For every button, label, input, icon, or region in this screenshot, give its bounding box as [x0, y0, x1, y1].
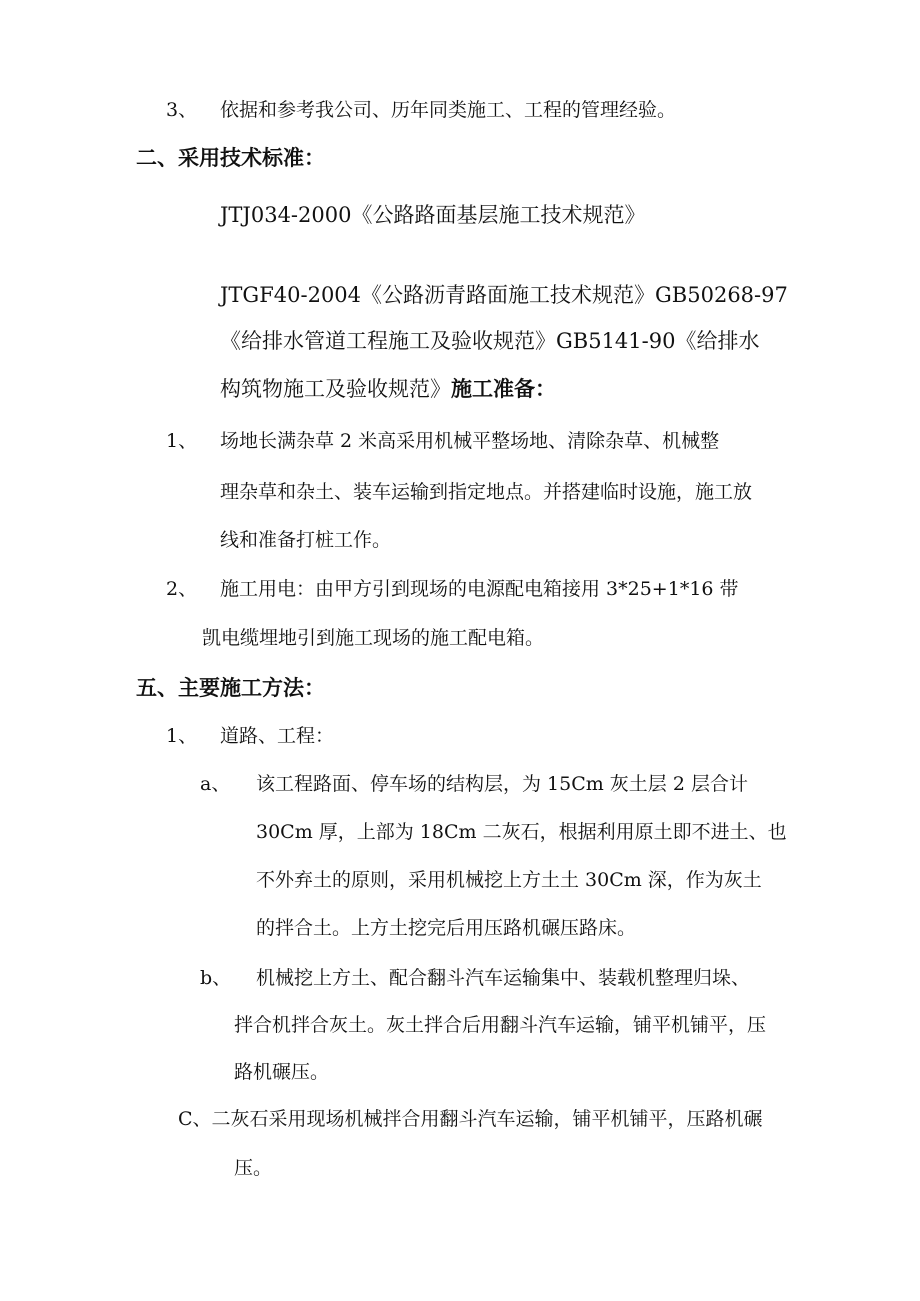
paragraph-line: 不外弃土的原则，采用机械挖上方土土 30Cm 深，作为灰土: [256, 869, 762, 891]
standard-line: JTJ034-2000《公路路面基层施工技术规范》: [220, 203, 646, 227]
item-number: 1、: [166, 430, 198, 452]
paragraph-line: 施工用电：由甲方引到现场的电源配电箱接用 3*25+1*16 带: [220, 578, 739, 600]
standard-line: [220, 379, 556, 400]
paragraph-line: 道路、工程：: [220, 725, 335, 747]
standard-text: 构筑物施工及验收规范》: [220, 377, 451, 401]
paragraph-line: C、二灰石采用现场机械拌合用翻斗汽车运输，铺平机铺平，压路机碾: [178, 1108, 763, 1130]
paragraph-line: 路机碾压。: [234, 1061, 330, 1083]
standard-line: JTGF40-2004《公路沥青路面施工技术规范》GB50268-97: [220, 283, 788, 307]
item-number: 3、: [166, 99, 198, 121]
paragraph-line: 凯电缆埋地引到施工现场的施工配电箱。: [202, 627, 545, 649]
paragraph-line: 该工程路面、停车场的结构层，为 15Cm 灰土层 2 层合计: [256, 773, 748, 795]
section-heading: 五、主要施工方法：: [136, 676, 325, 700]
paragraph-line: 机械挖上方土、配合翻斗汽车运输集中、装载机整理归垛、: [256, 967, 751, 989]
subsection-heading: 施工准备：: [451, 377, 556, 401]
paragraph-line: 拌合机拌合灰土。灰土拌合后用翻斗汽车运输，铺平机铺平，压: [234, 1014, 767, 1036]
paragraph-line: 依据和参考我公司、历年同类施工、工程的管理经验。: [220, 99, 677, 121]
paragraph-line: 场地长满杂草 2 米高采用机械平整场地、清除杂草、机械整: [220, 430, 720, 452]
paragraph-line: 线和准备打桩工作。: [220, 529, 392, 551]
section-heading: 二、采用技术标准：: [136, 146, 325, 170]
paragraph-line: 理杂草和杂土、装车运输到指定地点。并搭建临时设施，施工放: [220, 481, 753, 503]
item-letter: b、: [200, 967, 232, 989]
paragraph-line: 的拌合土。上方土挖完后用压路机碾压路床。: [256, 917, 637, 939]
paragraph-line: 30Cm 厚，上部为 18Cm 二灰石，根据利用原土即不进土、也: [256, 821, 787, 843]
standard-line: 《给排水管道工程施工及验收规范》GB5141-90《给排水: [220, 329, 760, 353]
item-letter: a、: [200, 773, 231, 795]
item-number: 1、: [166, 725, 198, 747]
item-number: 2、: [166, 578, 198, 600]
paragraph-line: 压。: [234, 1157, 273, 1179]
